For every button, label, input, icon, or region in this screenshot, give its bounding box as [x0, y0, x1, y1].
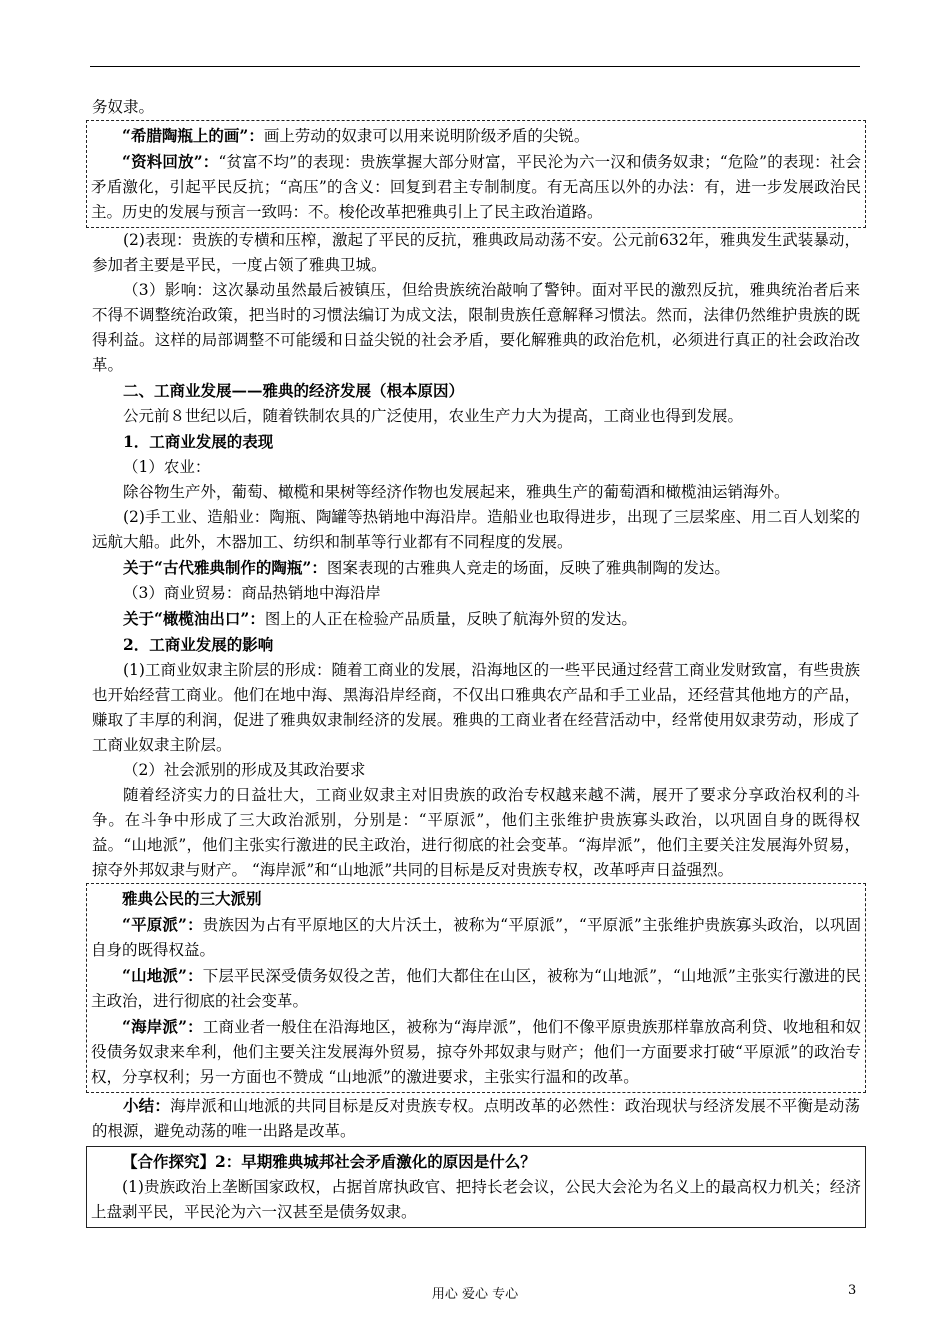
craft-text: (2)手工业、造船业：陶瓶、陶罐等热销地中海沿岸。造船业也取得进步，出现了三层桨座、用二百人划桨的远航大船。此外，木器加工、纺织和制革等行业都有不同程度的发展。	[92, 508, 860, 551]
cooperative-inquiry-box	[86, 1146, 866, 1228]
note-heading: “希腊陶瓶上的画”：	[122, 126, 264, 145]
coast-faction-text: 工商业者一般住在沿海地区，被称为“海岸派”，他们不像平原贵族那样靠放高利贷、收地租和奴役债务奴隶来牟利，他们主要关注发展海外贸易，掠夺外邦奴隶与财产；他们一方面要求打破“平原派”的政治专权，分享权利；另一方面也不赞成 “山地派”的激进要求，主张实行温和的改革。	[91, 1018, 861, 1086]
olive-label: 关于“橄榄油出口”：	[123, 609, 265, 628]
paragraph-biaoxian: (2)表现：贵族的专横和压榨，激起了平民的反抗，雅典政局动荡不安。公元前632年，雅典发生武装暴动，参加者主要是平民，一度占领了雅典卫城。	[92, 231, 860, 274]
faction-heading: （2）社会派别的形成及其政治要求	[123, 761, 366, 779]
note-box-factions	[86, 883, 866, 1093]
page-content	[92, 95, 860, 1228]
header-rule	[90, 66, 860, 67]
paragraph-8th-century: 公元前８世纪以后，随着铁制农具的广泛使用，农业生产力大为提高，工商业也得到发展。	[123, 407, 744, 425]
note-box-vase	[86, 120, 866, 228]
olive-text: 图上的人正在检验产品质量，反映了航海外贸的发达。	[264, 610, 637, 628]
page-number: 3	[848, 1283, 857, 1298]
trade-text: （3）商业贸易：商品热销地中海沿岸	[123, 584, 381, 602]
plain-faction-text: 贵族因为占有平原地区的大片沃土，被称为“平原派”，“平原派”主张维护贵族寡头政治，以巩固自身的既得权益。	[91, 916, 861, 959]
intro-text: 务奴隶。	[92, 98, 155, 116]
inquiry-body: (1)贵族政治上垄断国家政权，占据首席执政官、把持长老会议，公民大会沦为名义上的最高权力机关；经济上盘剥平民，平民沦为六一汉甚至是债务奴隶。	[91, 1178, 861, 1221]
section-heading: 二、工商业发展——雅典的经济发展（根本原因）	[123, 381, 465, 400]
factions-title: 雅典公民的三大派别	[122, 889, 262, 908]
agriculture-text: 除谷物生产外，葡萄、橄榄和果树等经济作物也发展起来，雅典生产的葡萄酒和橄榄油运销海外。	[123, 483, 790, 501]
hill-faction-text: 下层平民深受债务奴役之苦，他们大都住在山区，被称为“山地派”，“山地派”主张实行激进的民主政治，进行彻底的社会变革。	[91, 967, 861, 1010]
page-footer: 用心 爱心 专心	[431, 1287, 519, 1302]
note-text: 画上劳动的奴隶可以用来说明阶级矛盾的尖锐。	[263, 127, 590, 145]
slave-owner-text: (1)工商业奴隶主阶层的形成：随着工商业的发展，沿海地区的一些平民通过经营工商业发财致富，有些贵族也开始经营工商业。他们在地中海、黑海沿岸经商，不仅出口雅典农产品和手工业品，还经营其他地方的产品，赚取了丰厚的利润，促进了雅典奴隶制经济的发展。雅典的工商业者在经营活动中，经常使用奴隶劳动，形成了工商业奴隶主阶层。	[92, 661, 860, 754]
note-heading: “资料回放”：	[122, 152, 219, 171]
paragraph-yingxiang: （3）影响：这次暴动虽然最后被镇压，但给贵族统治敲响了警钟。面对平民的激烈反抗，雅典统治者后来不得不调整统治政策，把当时的习惯法编订为成文法，限制贵族任意解释习惯法。然而，法律仍然维护贵族的既得利益。这样的局部调整不可能缓和日益尖锐的社会矛盾，要化解雅典的政治危机，必须进行真正的社会政治改革。	[92, 281, 860, 374]
subsection-heading-1: 1．工商业发展的表现	[123, 432, 274, 451]
vase-text: 图案表现的古雅典人竞走的场面，反映了雅典制陶的发达。	[326, 559, 730, 577]
plain-faction-label: “平原派”：	[122, 915, 203, 934]
note-text: “贫富不均”的表现：贵族掌握大部分财富，平民沦为六一汉和债务奴隶；“危险”的表现：社会矛盾激化，引起平民反抗；“高压”的含义：回复到君主专制制度。有无高压以外的办法：有，进一步发展政治民主。历史的发展与预言一致吗：不。梭伦改革把雅典引上了民主政治道路。	[91, 153, 861, 221]
agriculture-heading: （1）农业：	[123, 458, 211, 476]
vase-label: 关于“古代雅典制作的陶瓶”：	[123, 558, 327, 577]
coast-faction-label: “海岸派”：	[122, 1017, 203, 1036]
summary-label: 小结：	[123, 1096, 171, 1115]
subsection-heading-2: 2．工商业发展的影响	[123, 635, 274, 654]
inquiry-title: 【合作探究】2：早期雅典城邦社会矛盾激化的原因是什么？	[122, 1152, 536, 1171]
hill-faction-label: “山地派”：	[122, 966, 203, 985]
summary-text: 海岸派和山地派的共同目标是反对贵族专权。点明改革的必然性：政治现状与经济发展不平衡是动荡的根源，避免动荡的唯一出路是改革。	[92, 1097, 860, 1140]
faction-text: 随着经济实力的日益壮大，工商业奴隶主对旧贵族的政治专权越来越不满，展开了要求分享政治权利的斗争。在斗争中形成了三大政治派别，分别是：“平原派”，他们主张维护贵族寡头政治，以巩固自身的既得权益。“山地派”，他们主张实行激进的民主政治，进行彻底的社会变革。“海岸派”，他们主要关注发展海外贸易，掠夺外邦奴隶与财产。 “海岸派”和“山地派”共同的目标是反对贵族专权，改革呼声日益强烈。	[92, 786, 860, 879]
